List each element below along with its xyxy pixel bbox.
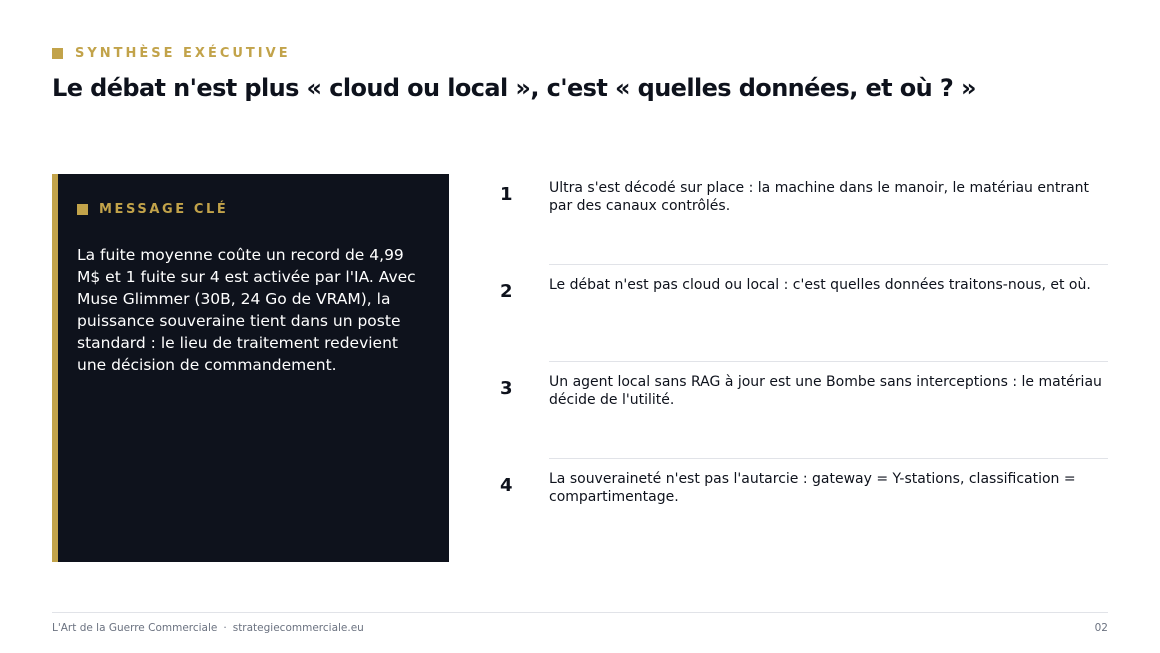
list-item: [500, 362, 1108, 459]
gold-square-icon: [77, 204, 88, 215]
gold-square-icon: [52, 48, 63, 59]
point-text: La souveraineté n'est pas l'autarcie : gateway = Y-stations, classification = compartimentage.: [549, 471, 1076, 505]
footer-brand: L'Art de la Guerre Commerciale: [52, 622, 218, 634]
point-number: 1: [500, 184, 513, 205]
section-eyebrow: [52, 46, 291, 61]
key-message-header: [77, 202, 228, 217]
points-list: [500, 168, 1108, 556]
point-number: 3: [500, 378, 513, 399]
footer-left: [52, 622, 364, 634]
key-message-body: La fuite moyenne coûte un record de 4,99 M$ et 1 fuite sur 4 est activée par l'IA. Avec Muse Glimmer (30B, 24 Go de VRAM), la puissance souveraine tient dans un poste standard : le lieu de traitement redevient une décision de commandement.: [77, 246, 416, 374]
key-message-label: MESSAGE CLÉ: [99, 202, 229, 217]
point-number: 2: [500, 281, 513, 302]
point-text: Le débat n'est pas cloud ou local : c'est quelles données traitons-nous, et où.: [549, 277, 1091, 293]
key-message-card: [52, 174, 449, 562]
list-item: [500, 265, 1108, 362]
point-text: Ultra s'est décodé sur place : la machine dans le manoir, le matériau entrant par des canaux contrôlés.: [549, 180, 1090, 214]
footer-divider: [52, 612, 1108, 613]
footer: [52, 622, 1108, 634]
page-number: 02: [1094, 622, 1108, 634]
point-number: 4: [500, 475, 513, 496]
footer-separator: ·: [223, 622, 227, 634]
footer-site: strategiecommerciale.eu: [232, 622, 364, 634]
point-text: Un agent local sans RAG à jour est une Bombe sans interceptions : le matériau décide de l'utilité.: [549, 374, 1102, 408]
page-title: Le débat n'est plus « cloud ou local », c'est « quelles données, et où ? »: [52, 74, 976, 102]
list-item: [500, 459, 1108, 556]
list-item: [500, 168, 1108, 265]
eyebrow-label: SYNTHÈSE EXÉCUTIVE: [75, 46, 291, 61]
